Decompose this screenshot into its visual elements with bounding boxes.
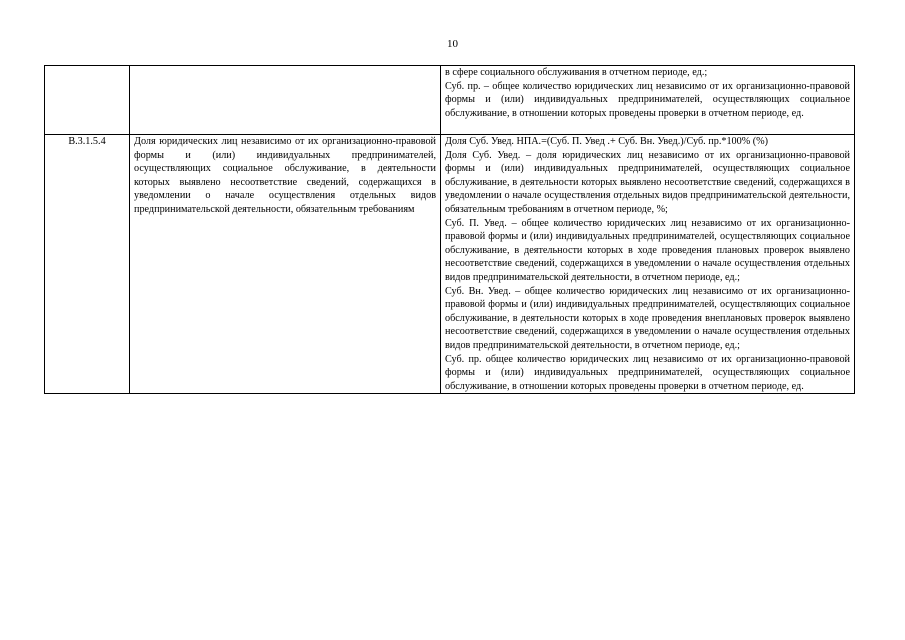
indicator-description-cell <box>441 66 855 135</box>
indicator-code-cell <box>45 66 130 135</box>
description-paragraph: Суб. пр. общее количество юридических лиц независимо от их организационно-правовой формы и (или) индивидуальных предпринимателей, осуществляющих социальное обслуживание, в отношении которых проведены проверки в отчетном периоде, ед. <box>445 353 850 392</box>
description-paragraph: Суб. Вн. Увед. – общее количество юридических лиц независимо от их организационно-правовой формы и (или) индивидуальных предпринимателей, осуществляющих социальное обслуживание, в деятельности которых в ходе проведения внеплановых проверок выявлено несоответствие сведений, содержащихся в уведомлении о начале осуществления отдельных видов предпринимательской деятельности, в отчетном периоде, ед.; <box>445 285 850 351</box>
table-row <box>45 135 855 394</box>
indicator-name-cell <box>130 66 441 135</box>
indicator-code-cell: В.3.1.5.4 <box>45 135 130 394</box>
indicator-name: Доля юридических лиц независимо от их организационно-правовой формы и (или) индивидуальных предпринимателей, осуществляющих социальное обслуживание, в деятельности которых выявлено несоответствие сведений, содержащихся в уведомлении о начале осуществления отдельных видов предпринимательской деятельности, обязательным требованиям <box>134 136 436 215</box>
description-paragraph: Суб. пр. – общее количество юридических лиц независимо от их организационно-правовой формы и (или) индивидуальных предпринимателей, осуществляющих социальное обслуживание, в отношении которых проведены проверки в отчетном периоде, ед. <box>445 80 850 119</box>
description-paragraph: в сфере социального обслуживания в отчетном периоде, ед.; <box>445 67 708 78</box>
page-number: 10 <box>447 38 458 50</box>
indicator-name-cell <box>130 135 441 394</box>
indicator-description-cell <box>441 135 855 394</box>
description-paragraph: Суб. П. Увед. – общее количество юридических лиц независимо от их организационно-правовой формы и (или) индивидуальных предпринимателей, осуществляющих социальное обслуживание, в деятельности которых в ходе проведения плановых проверок выявлено несоответствие сведений, содержащихся в уведомлении о начале осуществления отдельных видов предпринимательской деятельности, в отчетном периоде, ед.; <box>445 217 850 283</box>
formula: Доля Суб. Увед. НПА.=(Суб. П. Увед .+ Суб. Вн. Увед.)/Суб. пр.*100% (%) <box>445 136 769 147</box>
indicator-table <box>44 65 855 394</box>
description-paragraph: Доля Суб. Увед. – доля юридических лиц независимо от их организационно-правовой формы и (или) индивидуальных предпринимателей, осуществляющих социальное обслуживание, в деятельности которых выявлено несоответствие сведений, содержащихся в уведомлении о начале осуществления отдельных видов предпринимательской деятельности, обязательным требованиям в отчетном периоде, %; <box>445 149 850 215</box>
table-row <box>45 66 855 135</box>
